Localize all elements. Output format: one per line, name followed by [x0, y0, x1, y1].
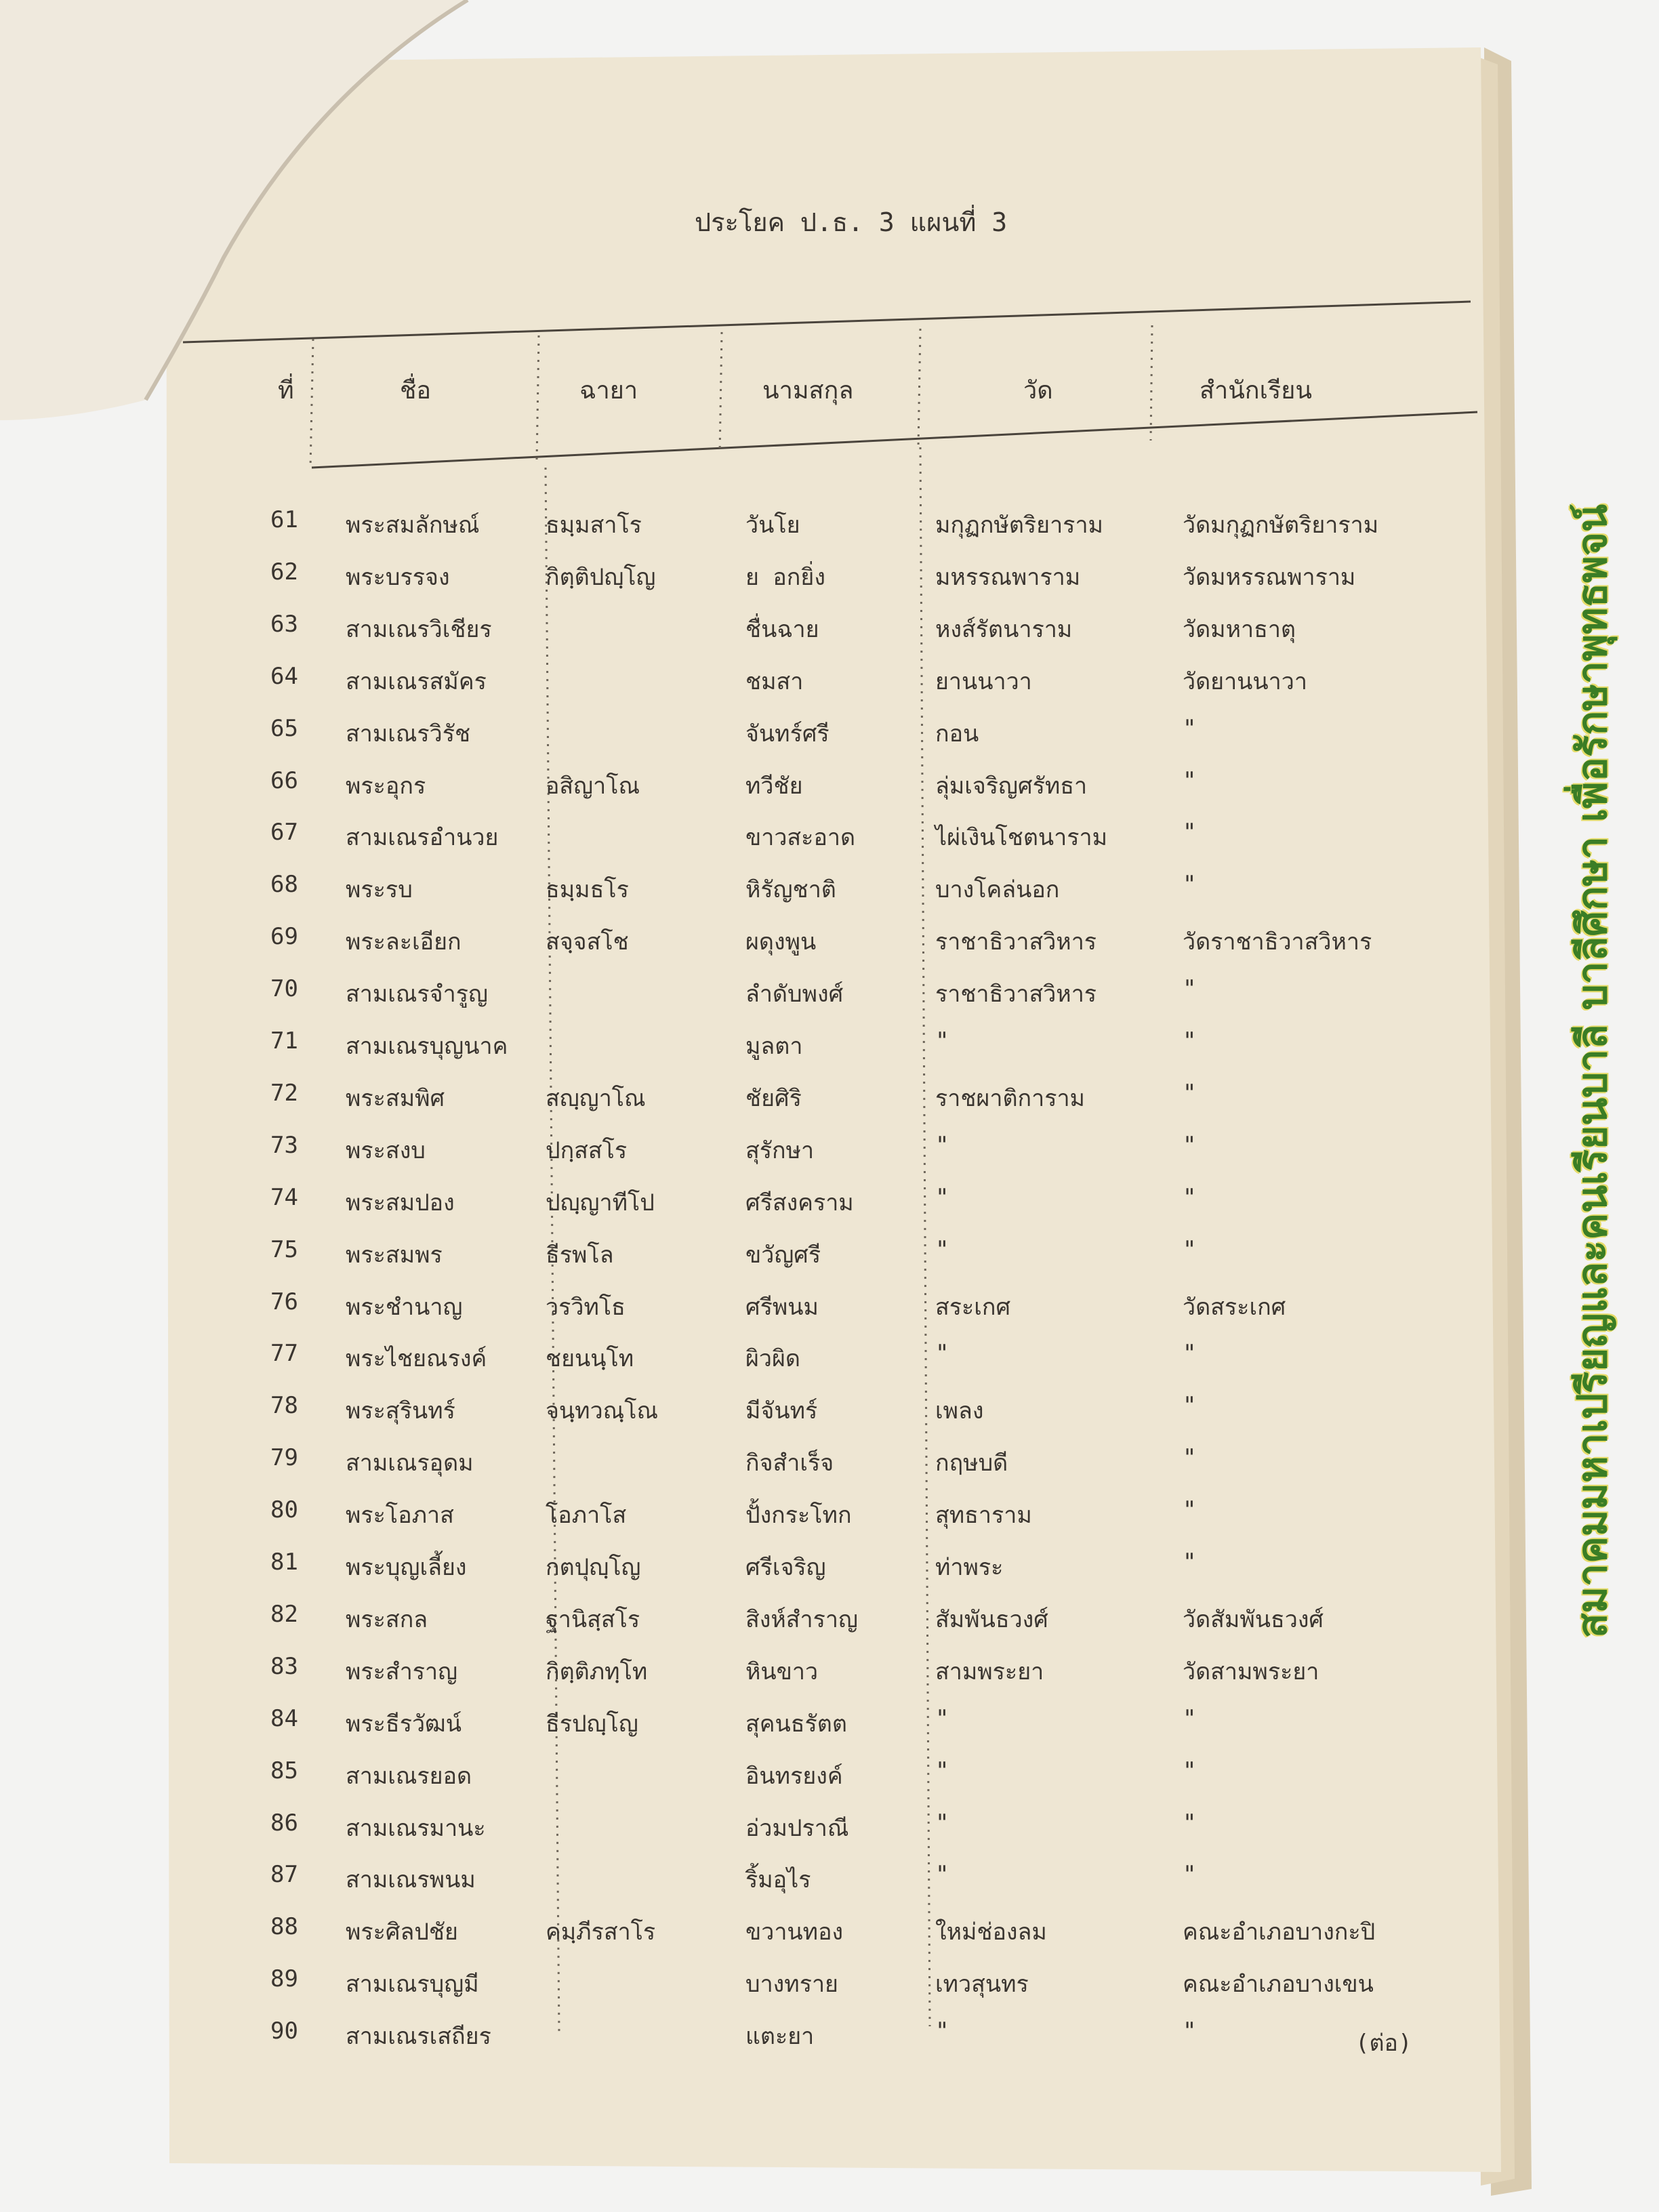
- table-row: [166, 1809, 1494, 1857]
- row-number: 83: [270, 1652, 298, 1680]
- table-row: [166, 1601, 1494, 1648]
- document-page: [166, 62, 1494, 2163]
- row-wat: ": [935, 1704, 949, 1732]
- row-name: พระสมลักษณ์: [346, 512, 480, 539]
- row-chaya: วรวิทโธ: [546, 1293, 626, 1321]
- table-row: [166, 611, 1494, 658]
- row-number: 63: [270, 610, 298, 638]
- row-name: สามเณรพนม: [346, 1866, 476, 1894]
- row-number: 62: [270, 558, 298, 586]
- table-row: [166, 1080, 1494, 1127]
- row-wat: เพลง: [935, 1397, 984, 1425]
- row-number: 75: [270, 1235, 298, 1263]
- row-number: 77: [270, 1340, 298, 1368]
- row-wat: ": [935, 1131, 949, 1159]
- row-school: วัดสัมพันธวงศ์: [1183, 1605, 1324, 1633]
- row-school: วัดราชาธิวาสวิหาร: [1183, 928, 1372, 956]
- row-wat: ": [935, 1235, 949, 1263]
- row-chaya: กตปุญฺโญ: [546, 1554, 641, 1581]
- header-school: สำนักเรียน: [1200, 377, 1312, 405]
- row-chaya: สจฺจสโช: [546, 928, 629, 956]
- row-chaya: กิตฺติภทฺโท: [546, 1658, 648, 1685]
- row-surname: จันทร์ศรี: [745, 720, 830, 747]
- row-wat: สามพระยา: [935, 1658, 1044, 1685]
- row-school: ": [1183, 1392, 1197, 1420]
- row-surname: ริ้มอุไร: [745, 1866, 811, 1894]
- row-number: 89: [270, 1965, 298, 1993]
- row-school: ": [1183, 1704, 1197, 1732]
- row-number: 64: [270, 662, 298, 690]
- row-surname: สุคนธรัตต: [745, 1710, 847, 1738]
- row-number: 82: [270, 1600, 298, 1628]
- page-title: ประโยค ป.ธ. 3 แผนที่ 3: [695, 207, 1008, 237]
- row-wat: ": [935, 1027, 949, 1054]
- row-school: วัดมหรรณพาราม: [1183, 563, 1356, 591]
- row-number: 79: [270, 1444, 298, 1472]
- row-number: 76: [270, 1288, 298, 1315]
- row-number: 74: [270, 1183, 298, 1211]
- table-row: [166, 663, 1494, 710]
- continued-note: (ต่อ): [1355, 2030, 1412, 2057]
- row-number: 72: [270, 1079, 298, 1107]
- row-name: สามเณรจำรูญ: [346, 981, 488, 1008]
- row-chaya: ธมฺมสาโร: [546, 512, 642, 539]
- header-surname: นามสกุล: [762, 377, 854, 405]
- row-wat: มหรรณพาราม: [935, 563, 1081, 591]
- row-wat: ": [935, 1340, 949, 1368]
- table-row: [166, 767, 1494, 815]
- row-wat: เทวสุนทร: [935, 1971, 1029, 1999]
- table-row: [166, 1913, 1494, 1961]
- row-school: ": [1183, 819, 1197, 846]
- table-row: [166, 871, 1494, 918]
- row-school: ": [1183, 2018, 1197, 2045]
- row-number: 90: [270, 2018, 298, 2045]
- row-surname: แตะยา: [745, 2023, 815, 2051]
- header-name: ชื่อ: [400, 377, 432, 405]
- row-surname: สิงห์สำราญ: [745, 1605, 858, 1633]
- row-surname: ชัยศิริ: [745, 1084, 802, 1112]
- row-surname: กิจสำเร็จ: [745, 1450, 834, 1477]
- header-wat: วัด: [1023, 377, 1053, 405]
- table-row: [166, 2018, 1494, 2065]
- row-wat: กฤษบดี: [935, 1450, 1008, 1477]
- row-name: พระชำนาญ: [346, 1293, 463, 1321]
- row-surname: ผิวผิด: [745, 1345, 801, 1373]
- row-school: ": [1183, 1183, 1197, 1211]
- row-school: วัดสามพระยา: [1183, 1658, 1319, 1685]
- table-row: [166, 1757, 1494, 1805]
- row-name: สามเณรสมัคร: [346, 668, 487, 695]
- row-school: วัดมกุฏกษัตริยาราม: [1183, 512, 1379, 539]
- row-number: 70: [270, 975, 298, 1003]
- row-school: ": [1183, 1079, 1197, 1107]
- row-wat: ไผ่เงินโชตนาราม: [935, 824, 1108, 852]
- table-row: [166, 1705, 1494, 1753]
- row-number: 85: [270, 1757, 298, 1784]
- row-surname: ศรีสงคราม: [745, 1189, 854, 1216]
- row-school: ": [1183, 1809, 1197, 1837]
- row-number: 67: [270, 819, 298, 846]
- row-name: พระสุรินทร์: [346, 1397, 455, 1425]
- row-chaya: ชยนนฺโท: [546, 1345, 634, 1373]
- row-wat: ": [935, 1861, 949, 1889]
- row-surname: ขวัญศรี: [745, 1241, 821, 1269]
- row-chaya: ปญฺญาทีโป: [546, 1189, 655, 1216]
- row-surname: ชมสา: [745, 668, 804, 695]
- row-name: พระสมปอง: [346, 1189, 455, 1216]
- row-name: พระละเอียก: [346, 928, 462, 956]
- row-number: 88: [270, 1913, 298, 1941]
- row-chaya: คมฺภีรสาโร: [546, 1919, 656, 1946]
- row-school: ": [1183, 1340, 1197, 1368]
- row-name: สามเณรเสถียร: [346, 2023, 491, 2051]
- table-row: [166, 1392, 1494, 1439]
- row-wat: มกุฏกษัตริยาราม: [935, 512, 1103, 539]
- table-row: [166, 558, 1494, 606]
- table-row: [166, 506, 1494, 554]
- row-school: ": [1183, 766, 1197, 794]
- row-surname: หิรัญชาติ: [745, 876, 836, 904]
- row-wat: ลุ่มเจริญศรัทธา: [935, 772, 1088, 800]
- row-school: ": [1183, 714, 1197, 742]
- row-wat: ราชาธิวาสวิหาร: [935, 981, 1097, 1008]
- row-school: ": [1183, 1027, 1197, 1054]
- row-name: พระสมพร: [346, 1241, 443, 1269]
- table-row: [166, 819, 1494, 866]
- row-school: ": [1183, 1549, 1197, 1576]
- row-wat: บางโคล่นอก: [935, 876, 1060, 904]
- row-number: 71: [270, 1027, 298, 1054]
- row-name: สามเณรอุดม: [346, 1450, 474, 1477]
- row-number: 80: [270, 1496, 298, 1524]
- row-number: 66: [270, 766, 298, 794]
- row-number: 65: [270, 714, 298, 742]
- row-surname: ชื่นฉาย: [745, 615, 819, 643]
- row-surname: อ่วมปราณี: [745, 1814, 849, 1842]
- row-school: ": [1183, 1131, 1197, 1159]
- row-name: พระรบ: [346, 876, 413, 904]
- table-row: [166, 1027, 1494, 1075]
- row-wat: ": [935, 1809, 949, 1837]
- row-school: ": [1183, 1861, 1197, 1889]
- row-name: สามเณรวิรัช: [346, 720, 471, 747]
- table-row: [166, 1549, 1494, 1596]
- row-wat: ราชผาติการาม: [935, 1084, 1085, 1112]
- row-wat: ยานนาวา: [935, 668, 1032, 695]
- row-wat: สัมพันธวงศ์: [935, 1605, 1048, 1633]
- row-number: 84: [270, 1704, 298, 1732]
- row-wat: หงส์รัตนาราม: [935, 615, 1073, 643]
- row-school: ": [1183, 1444, 1197, 1472]
- row-school: วัดสระเกศ: [1183, 1293, 1286, 1321]
- row-chaya: สญฺญาโณ: [546, 1084, 646, 1112]
- row-name: พระอุกร: [346, 772, 426, 800]
- row-chaya: กิตฺติปญฺโญ: [546, 563, 656, 591]
- row-surname: หินขาว: [745, 1658, 819, 1685]
- row-name: สามเณรวิเชียร: [346, 615, 492, 643]
- row-name: สามเณรอำนวย: [346, 824, 499, 852]
- row-number: 68: [270, 871, 298, 899]
- row-surname: ศรีเจริญ: [745, 1554, 826, 1581]
- row-number: 61: [270, 506, 298, 533]
- row-school: ": [1183, 1757, 1197, 1784]
- row-surname: ปั้งกระโทก: [745, 1502, 852, 1530]
- row-number: 86: [270, 1809, 298, 1837]
- row-chaya: จนฺทวณฺโณ: [546, 1397, 659, 1425]
- row-name: พระโอภาส: [346, 1502, 454, 1530]
- table-row: [166, 1288, 1494, 1336]
- row-chaya: ธีรปญฺโญ: [546, 1710, 638, 1738]
- row-surname: ย อกยิ่ง: [745, 563, 825, 591]
- row-school: คณะอำเภอบางกะปิ: [1183, 1919, 1376, 1946]
- row-name: สามเณรยอด: [346, 1762, 472, 1790]
- row-name: สามเณรบุญมี: [346, 1971, 479, 1999]
- row-chaya: โอภาโส: [546, 1502, 627, 1530]
- row-number: 87: [270, 1861, 298, 1889]
- row-name: พระไชยณรงค์: [346, 1345, 487, 1373]
- table-row: [166, 1965, 1494, 2013]
- row-chaya: ปกฺสสโร: [546, 1136, 628, 1164]
- row-surname: ศรีพนม: [745, 1293, 819, 1321]
- association-stamp: [1552, 447, 1633, 1694]
- row-wat: ": [935, 2018, 949, 2045]
- table-row: [166, 1496, 1494, 1544]
- table-row: [166, 1653, 1494, 1700]
- row-surname: ขวานทอง: [745, 1919, 844, 1946]
- row-name: พระสมพิศ: [346, 1084, 445, 1112]
- row-wat: กอน: [935, 720, 979, 747]
- row-wat: สระเกศ: [935, 1293, 1011, 1321]
- row-school: ": [1183, 1496, 1197, 1524]
- row-number: 81: [270, 1549, 298, 1576]
- table-row: [166, 923, 1494, 970]
- row-surname: วันโย: [745, 512, 800, 539]
- row-surname: ลำดับพงศ์: [745, 981, 844, 1008]
- row-name: สามเณรบุญนาค: [346, 1033, 508, 1060]
- table-row: [166, 1184, 1494, 1231]
- row-school: ": [1183, 1235, 1197, 1263]
- row-name: พระสกล: [346, 1605, 428, 1633]
- row-chaya: ธมฺมธโร: [546, 876, 629, 904]
- row-wat: ราชาธิวาสวิหาร: [935, 928, 1097, 956]
- row-name: พระบุญเลี้ยง: [346, 1554, 467, 1581]
- header-no: ที่: [278, 377, 294, 405]
- row-surname: ทวีชัย: [745, 772, 803, 800]
- row-surname: อินทรยงค์: [745, 1762, 843, 1790]
- row-chaya: อสิญาโณ: [546, 772, 640, 800]
- header-chaya: ฉายา: [579, 377, 638, 405]
- row-school: ": [1183, 975, 1197, 1003]
- row-number: 78: [270, 1392, 298, 1420]
- row-wat: ใหม่ช่องลม: [935, 1919, 1047, 1946]
- table-row: [166, 1861, 1494, 1908]
- table-row: [166, 1340, 1494, 1387]
- row-surname: สุรักษา: [745, 1136, 815, 1164]
- stamp-text: สมาคมมหาเปรียญและคนเรียนบาลี บาลีศึกษา เพื่อรักษาพุทธพจน์: [1569, 504, 1617, 1638]
- table-row: [166, 1132, 1494, 1179]
- row-name: พระบรรจง: [346, 563, 450, 591]
- table-row: [166, 1444, 1494, 1492]
- row-surname: มีจันทร์: [745, 1397, 818, 1425]
- row-name: สามเณรมานะ: [346, 1814, 486, 1842]
- row-wat: ": [935, 1183, 949, 1211]
- row-surname: ขาวสะอาด: [745, 824, 856, 852]
- row-school: วัดมหาธาตุ: [1183, 615, 1296, 643]
- table-row: [166, 975, 1494, 1023]
- row-surname: ผดุงพูน: [745, 928, 817, 956]
- row-name: พระธีรวัฒน์: [346, 1710, 462, 1738]
- row-wat: สุทธาราม: [935, 1502, 1032, 1530]
- table-row: [166, 715, 1494, 762]
- row-name: พระศิลปชัย: [346, 1919, 458, 1946]
- row-surname: มูลตา: [745, 1033, 803, 1060]
- row-school: คณะอำเภอบางเขน: [1183, 1971, 1374, 1999]
- row-number: 69: [270, 923, 298, 951]
- row-wat: ": [935, 1757, 949, 1784]
- row-wat: ท่าพระ: [935, 1554, 1004, 1581]
- row-school: วัดยานนาวา: [1183, 668, 1307, 695]
- row-chaya: ธีรพโล: [546, 1241, 614, 1269]
- row-number: 73: [270, 1131, 298, 1159]
- table-row: [166, 1236, 1494, 1284]
- row-chaya: ฐานิสฺสโร: [546, 1605, 640, 1633]
- row-surname: บางทราย: [745, 1971, 838, 1999]
- row-name: พระสงบ: [346, 1136, 426, 1164]
- row-name: พระสำราญ: [346, 1658, 458, 1685]
- row-school: ": [1183, 871, 1197, 899]
